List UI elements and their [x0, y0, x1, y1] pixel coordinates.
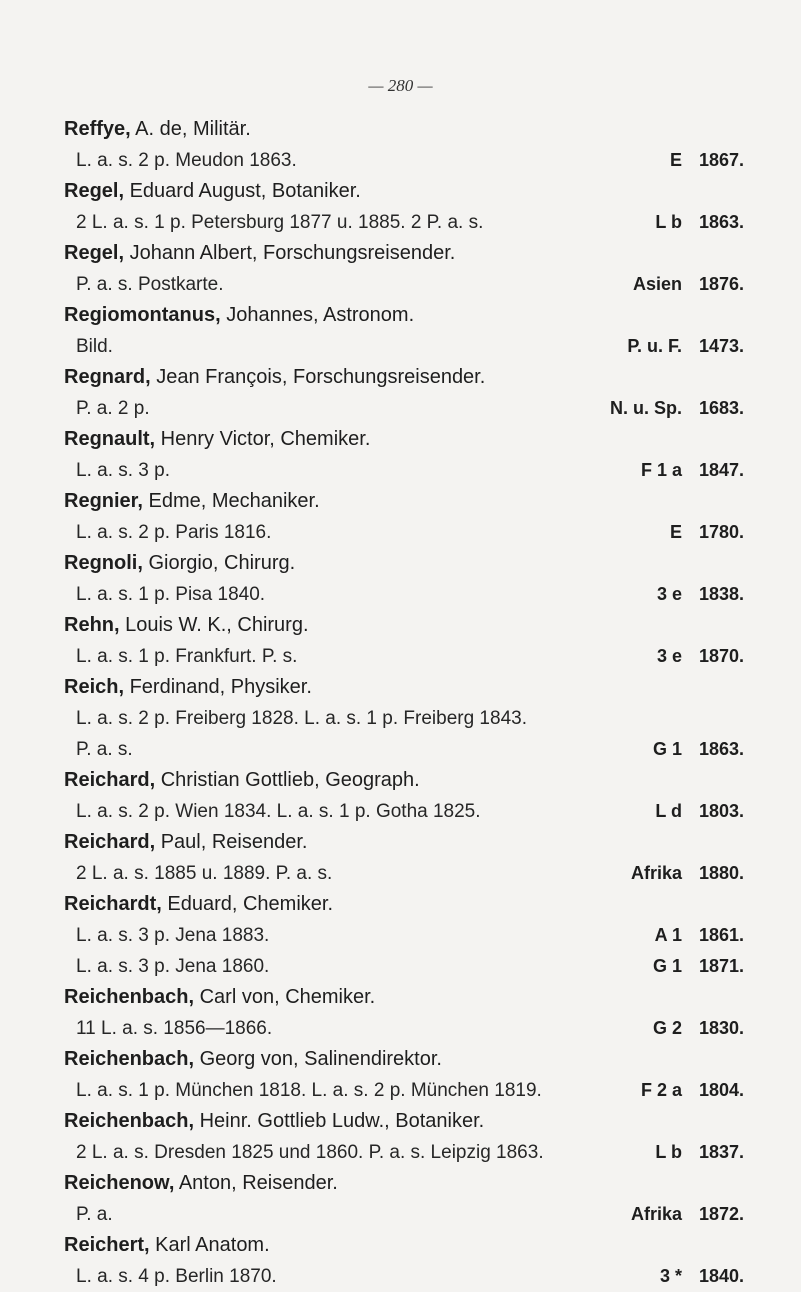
entry [64, 424, 744, 486]
entry-year: 1683. [698, 398, 744, 418]
entry-year: 1830. [698, 1018, 744, 1038]
entry-heading [64, 300, 744, 331]
entry-code: 3 * [659, 1266, 682, 1286]
entry-code: N. u. Sp. [610, 398, 682, 418]
entry-description: L. a. s. 1 p. München 1818. L. a. s. 2 p. München 1819. [76, 1080, 542, 1101]
entry [64, 486, 744, 548]
entry-description: L. a. s. 3 p. Jena 1860. [76, 956, 270, 977]
entry-name: Reichenbach, [64, 986, 195, 1008]
entry-role: Paul, Reisender. [155, 831, 308, 853]
entry-heading [64, 889, 744, 920]
entry-name: Reichard, [64, 831, 156, 853]
entry-description: L. a. s. 1 p. Pisa 1840. [76, 584, 266, 605]
entry-role: Eduard, Chemiker. [161, 893, 334, 915]
entry-year: 1880. [698, 863, 744, 883]
entry-heading [64, 765, 744, 796]
entry-year: 1838. [698, 584, 744, 604]
entry-detail-row [64, 1199, 744, 1230]
entry [64, 827, 744, 889]
entry-heading [64, 176, 744, 207]
entry-classification [592, 796, 744, 827]
entry-detail-row [64, 1013, 744, 1044]
entry-classification [592, 858, 744, 889]
entry [64, 610, 744, 672]
entry-classification [592, 517, 744, 548]
entry [64, 176, 744, 238]
entry [64, 300, 744, 362]
entry-detail-row [64, 951, 744, 982]
entry-year: 1872. [698, 1204, 744, 1224]
entry-name: Reichert, [64, 1234, 150, 1256]
entry-name: Regnier, [64, 490, 143, 512]
entry-classification [592, 145, 744, 176]
entry-classification [592, 207, 744, 238]
entry-code: E [669, 522, 682, 542]
entry-detail-row [64, 1075, 744, 1106]
entry-description: 2 L. a. s. 1885 u. 1889. P. a. s. [76, 863, 333, 884]
entry-code: Afrika [630, 1204, 682, 1224]
entry-description: L. a. s. 2 p. Meudon 1863. [76, 150, 297, 171]
entry [64, 1106, 744, 1168]
entry-role: Jean François, Forschungsreisender. [150, 366, 486, 388]
entry-heading [64, 238, 744, 269]
entry [64, 672, 744, 765]
entry-name: Reichenbach, [64, 1048, 195, 1070]
entry-description: 2 L. a. s. Dresden 1825 und 1860. P. a. s. Leipzig 1863. [76, 1142, 544, 1163]
entry-classification [592, 269, 744, 300]
entry-classification [592, 951, 744, 982]
entry-description: Bild. [76, 336, 113, 357]
entry-name: Regel, [64, 242, 125, 264]
entry-detail-row [64, 269, 744, 300]
entry-heading [64, 548, 744, 579]
entry-code: A 1 [654, 925, 682, 945]
entry-description: P. a. 2 p. [76, 398, 150, 419]
entry [64, 1230, 744, 1292]
entry-heading [64, 610, 744, 641]
entry-name: Regnard, [64, 366, 151, 388]
entry-code: G 1 [652, 956, 682, 976]
entry-detail-row [64, 920, 744, 951]
entry-detail-row [64, 517, 744, 548]
entry-year: 1870. [698, 646, 744, 666]
entry-description: L. a. s. 2 p. Wien 1834. L. a. s. 1 p. Gotha 1825. [76, 801, 481, 822]
entry-name: Reffye, [64, 118, 131, 140]
entry-detail-row [64, 641, 744, 672]
entry-classification [592, 1261, 744, 1292]
entry-role: Giorgio, Chirurg. [142, 552, 296, 574]
entry-code: L b [655, 1142, 682, 1162]
entry-classification [592, 1199, 744, 1230]
entry-role: Ferdinand, Physiker. [124, 676, 312, 698]
entry-description: L. a. s. 1 p. Frankfurt. P. s. [76, 646, 298, 667]
entry-classification [592, 393, 744, 424]
entry-year: 1840. [698, 1266, 744, 1286]
entry-name: Reich, [64, 676, 125, 698]
entry-detail-row [64, 579, 744, 610]
entry-name: Reichenow, [64, 1172, 175, 1194]
entry-classification [592, 734, 744, 765]
entry-year: 1837. [698, 1142, 744, 1162]
entry-heading [64, 827, 744, 858]
entry [64, 548, 744, 610]
entry-name: Rehn, [64, 614, 120, 636]
entry-heading [64, 982, 744, 1013]
entry-heading [64, 1044, 744, 1075]
entry-name: Reichard, [64, 769, 156, 791]
entry [64, 765, 744, 827]
entry-role: Georg von, Salinendirektor. [194, 1048, 442, 1070]
entry-year: 1863. [698, 212, 744, 232]
entry-year: 1847. [698, 460, 744, 480]
entry-description: 11 L. a. s. 1856—1866. [76, 1018, 273, 1039]
entry-heading [64, 486, 744, 517]
entry-year: 1473. [698, 336, 744, 356]
entry-role: Johannes, Astronom. [220, 304, 415, 326]
entry [64, 1044, 744, 1106]
entry-classification [592, 579, 744, 610]
entry [64, 362, 744, 424]
entry-name: Regnault, [64, 428, 156, 450]
entry-description: L. a. s. 3 p. Jena 1883. [76, 925, 270, 946]
entry-detail-row [64, 145, 744, 176]
entry-year: 1863. [698, 739, 744, 759]
entry-code: 3 e [656, 646, 682, 666]
entry-role: Henry Victor, Chemiker. [155, 428, 371, 450]
entry-code: E [669, 150, 682, 170]
entry-heading [64, 672, 744, 703]
entry-heading [64, 424, 744, 455]
entry-role: Edme, Mechaniker. [142, 490, 320, 512]
entry-classification [592, 455, 744, 486]
entry-classification [592, 920, 744, 951]
entry-code: F 2 a [640, 1080, 682, 1100]
entry-heading [64, 362, 744, 393]
entry-classification [592, 1137, 744, 1168]
entry-detail-row [64, 1261, 744, 1292]
entry-description: P. a. s. [76, 739, 133, 760]
entry [64, 238, 744, 300]
entry [64, 1168, 744, 1230]
entry-heading [64, 1106, 744, 1137]
entry-description: 2 L. a. s. 1 p. Petersburg 1877 u. 1885. 2 P. a. s. [76, 212, 484, 233]
entry-code: P. u. F. [627, 336, 682, 356]
entry-description: L. a. s. 3 p. [76, 460, 170, 481]
entry-name: Regiomontanus, [64, 304, 221, 326]
entry-description: L. a. s. 2 p. Freiberg 1828. L. a. s. 1 p. Freiberg 1843. [76, 708, 527, 729]
entry-name: Regnoli, [64, 552, 143, 574]
entry-year: 1780. [698, 522, 744, 542]
entry-year: 1804. [698, 1080, 744, 1100]
entry-detail-row [64, 455, 744, 486]
entry-code: L b [655, 212, 682, 232]
entry-name: Regel, [64, 180, 125, 202]
entry-description: P. a. [76, 1204, 113, 1225]
entry-description: L. a. s. 2 p. Paris 1816. [76, 522, 272, 543]
entry-heading [64, 114, 744, 145]
entry [64, 114, 744, 176]
entry-description: L. a. s. 4 p. Berlin 1870. [76, 1266, 277, 1287]
entry-name: Reichenbach, [64, 1110, 195, 1132]
entry-role: Carl von, Chemiker. [194, 986, 376, 1008]
entry-classification [592, 641, 744, 672]
entry-classification [592, 1075, 744, 1106]
entry-role: Eduard August, Botaniker. [124, 180, 361, 202]
entry-detail-row [64, 1137, 744, 1168]
entry-role: Louis W. K., Chirurg. [119, 614, 309, 636]
entry-detail-row [64, 703, 744, 734]
entry-detail-row [64, 207, 744, 238]
entry-role: Karl Anatom. [149, 1234, 270, 1256]
page-number: — 280 — [368, 76, 433, 95]
entry-heading [64, 1168, 744, 1199]
entry-list [64, 114, 744, 1292]
entry-detail-row [64, 734, 744, 765]
entry-heading [64, 1230, 744, 1261]
entry-year: 1861. [698, 925, 744, 945]
entry-detail-row [64, 796, 744, 827]
entry-role: Heinr. Gottlieb Ludw., Botaniker. [194, 1110, 485, 1132]
entry-code: F 1 a [640, 460, 682, 480]
entry-detail-row [64, 393, 744, 424]
entry-code: G 2 [652, 1018, 682, 1038]
entry-detail-row [64, 331, 744, 362]
entry-code: L d [655, 801, 682, 821]
entry-classification [592, 331, 744, 362]
entry-year: 1803. [698, 801, 744, 821]
entry-detail-row [64, 858, 744, 889]
entry-code: Asien [632, 274, 682, 294]
entry-year: 1867. [698, 150, 744, 170]
entry-role: Christian Gottlieb, Geograph. [155, 769, 420, 791]
entry-code: Afrika [630, 863, 682, 883]
entry [64, 982, 744, 1044]
entry-name: Reichardt, [64, 893, 162, 915]
entry-code: 3 e [656, 584, 682, 604]
entry-classification [592, 1013, 744, 1044]
entry-code: G 1 [652, 739, 682, 759]
entry [64, 889, 744, 982]
entry-role: Johann Albert, Forschungsreisender. [124, 242, 456, 264]
entry-description: P. a. s. Postkarte. [76, 274, 224, 295]
entry-year: 1876. [698, 274, 744, 294]
entry-year: 1871. [698, 956, 744, 976]
entry-role: A. de, Militär. [130, 118, 251, 140]
entry-role: Anton, Reisender. [174, 1172, 338, 1194]
